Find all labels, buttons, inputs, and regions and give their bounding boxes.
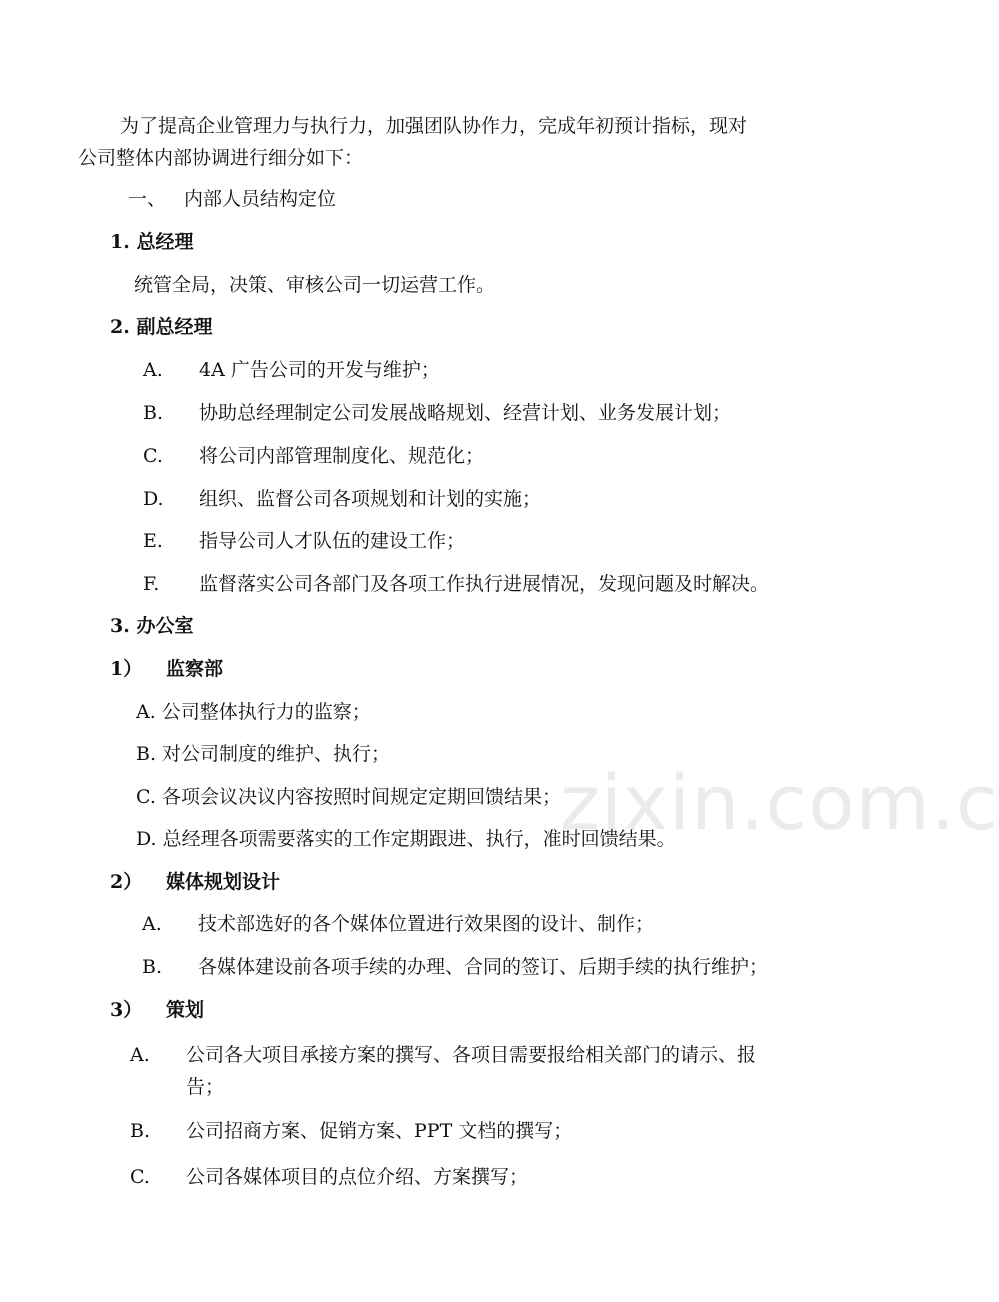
planning-item-text: 公司各大项目承接方案的撰写、各项目需要报给相关部门的请示、报	[186, 1044, 757, 1066]
supervision-item: C. 各项会议决议内容按照时间规定定期回馈结果；	[136, 786, 561, 808]
office-heading: 3. 办公室	[110, 615, 194, 637]
deputy-item-text: 组织、监督公司各项规划和计划的实施；	[199, 488, 542, 510]
deputy-item	[143, 528, 465, 554]
deputy-item-marker: D.	[143, 488, 164, 510]
section-1-heading	[128, 186, 336, 212]
deputy-item	[143, 486, 541, 512]
gm-heading: 1. 总经理	[110, 231, 194, 253]
deputy-heading: 2. 副总经理	[110, 316, 213, 338]
deputy-item	[143, 443, 484, 469]
deputy-item-marker: E.	[143, 530, 163, 552]
planning-item	[130, 1164, 528, 1190]
planning-item-continuation: 告；	[186, 1076, 225, 1098]
media-item-text: 各媒体建设前各项手续的办理、合同的签订、后期手续的执行维护；	[198, 956, 769, 978]
planning-item-marker: C.	[130, 1166, 150, 1188]
deputy-item	[143, 571, 769, 597]
supervision-item: D. 总经理各项需要落实的工作定期跟进、执行，准时回馈结果。	[136, 828, 676, 850]
deputy-item-text: 指导公司人才队伍的建设工作；	[199, 530, 466, 552]
planning-item-marker: B.	[130, 1120, 151, 1142]
media-item	[142, 911, 654, 937]
media-title: 媒体规划设计	[166, 871, 281, 893]
supervision-item: B. 对公司制度的维护、执行；	[136, 743, 391, 765]
media-item-marker: B.	[142, 956, 163, 978]
planning-item-marker: A.	[130, 1044, 150, 1066]
deputy-item-text: 协助总经理制定公司发展战略规划、经营计划、业务发展计划；	[199, 402, 732, 424]
supervision-title: 监察部	[166, 658, 224, 680]
planning-item	[130, 1118, 572, 1144]
media-heading	[110, 869, 280, 895]
intro-line-1: 为了提高企业管理力与执行力，加强团队协作力，完成年初预计指标，现对	[120, 115, 748, 137]
media-item-text: 技术部选好的各个媒体位置进行效果图的设计、制作；	[198, 913, 655, 935]
deputy-item-marker: F.	[143, 573, 160, 595]
supervision-item: A. 公司整体执行力的监察；	[136, 701, 371, 723]
deputy-item	[143, 357, 440, 383]
deputy-item-text: 将公司内部管理制度化、规范化；	[199, 445, 485, 467]
deputy-item-marker: B.	[143, 402, 164, 424]
planning-item-text: 公司招商方案、促销方案、PPT 文档的撰写；	[186, 1120, 573, 1142]
media-item	[142, 954, 768, 980]
planning-item-text: 公司各媒体项目的点位介绍、方案撰写；	[186, 1166, 529, 1188]
deputy-item-text: 监督落实公司各部门及各项工作执行进展情况，发现问题及时解决。	[199, 573, 770, 595]
watermark: zixin.com.c	[560, 758, 999, 847]
deputy-item-text: 4A 广告公司的开发与维护；	[199, 359, 440, 381]
section-1-title: 内部人员结构定位	[184, 188, 337, 210]
supervision-heading	[110, 656, 223, 682]
media-marker: 2）	[110, 871, 143, 893]
planning-heading	[110, 997, 204, 1023]
planning-item	[130, 1042, 756, 1068]
section-1-marker: 一、	[128, 188, 167, 210]
deputy-item	[143, 400, 731, 426]
planning-title: 策划	[166, 999, 205, 1021]
supervision-marker: 1）	[110, 658, 143, 680]
deputy-item-marker: A.	[143, 359, 163, 381]
planning-marker: 3）	[110, 999, 143, 1021]
intro-line-2: 公司整体内部协调进行细分如下：	[78, 147, 364, 169]
deputy-item-marker: C.	[143, 445, 163, 467]
gm-description: 统管全局，决策、审核公司一切运营工作。	[134, 274, 496, 296]
media-item-marker: A.	[142, 913, 162, 935]
